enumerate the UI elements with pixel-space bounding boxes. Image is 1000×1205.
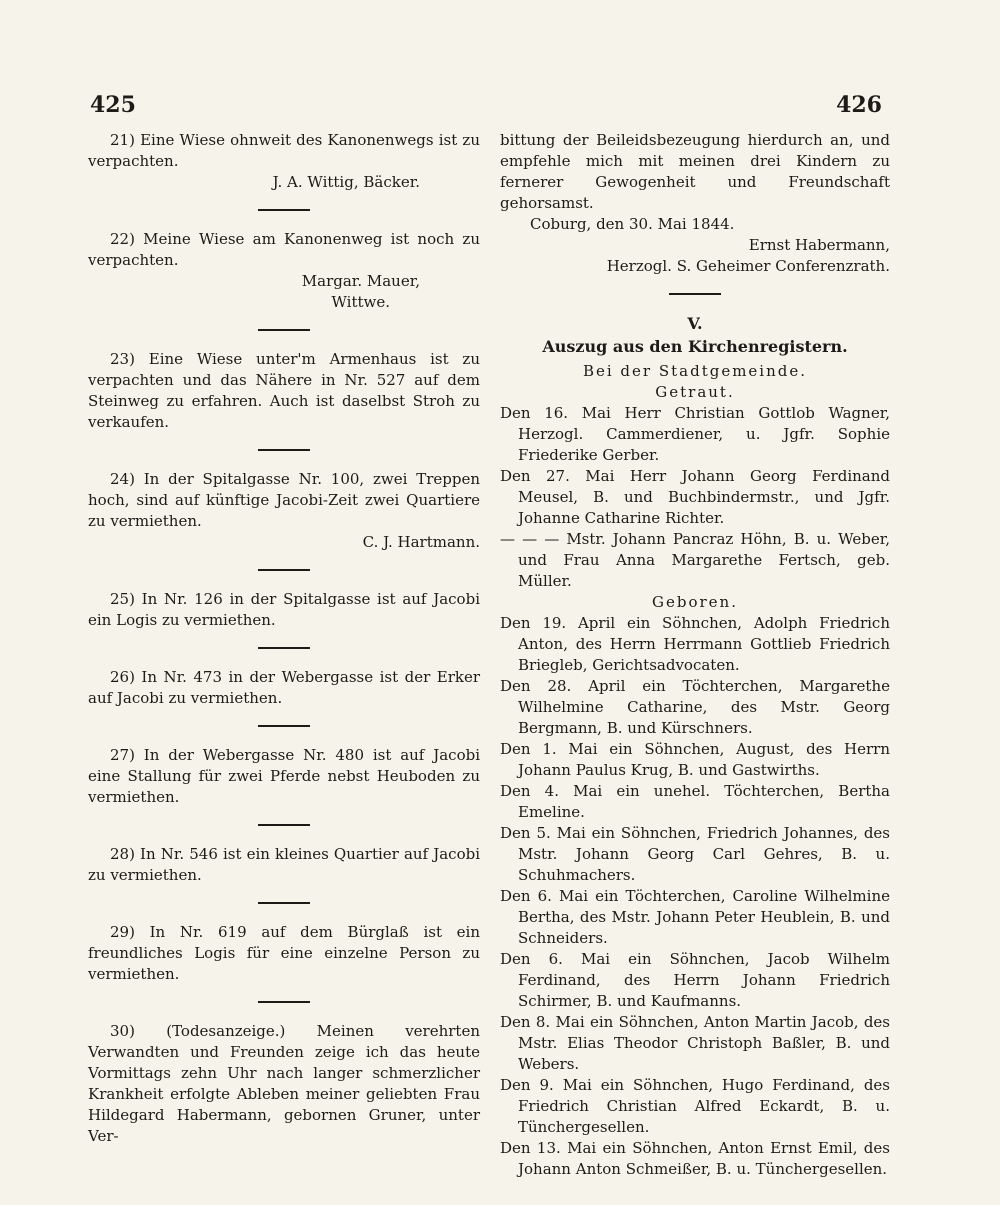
ad-text: 29) In Nr. 619 auf dem Bürglaß ist ein freundliches Logis für eine einzelne Person zu vermiethen.	[88, 923, 480, 983]
ad-text: 28) In Nr. 546 ist ein kleines Quartier auf Jacobi zu vermiethen.	[88, 845, 480, 884]
right-column	[500, 130, 890, 1180]
born-heading: Geboren.	[652, 593, 738, 611]
ad-signature-line2: Wittwe.	[331, 293, 390, 311]
separator-rule	[258, 209, 310, 211]
advertisement-26	[88, 667, 480, 709]
advertisement-27	[88, 745, 480, 808]
born-list	[500, 613, 890, 1180]
separator-rule	[258, 569, 310, 571]
page-number-left: 425	[90, 92, 136, 118]
ad-text: 24) In der Spitalgasse Nr. 100, zwei Treppen hoch, sind auf künftige Jacobi-Zeit zwei Quartiere zu vermiethen.	[88, 470, 480, 530]
separator-rule	[258, 824, 310, 826]
advertisement-24	[88, 469, 480, 553]
list-item: Den 27. Mai Herr Johann Georg Ferdinand Meusel, B. und Buchbindermstr., und Jgfr. Johanne Catharine Richter.	[500, 467, 890, 527]
list-item: Den 1. Mai ein Söhnchen, August, des Herrn Johann Paulus Krug, B. und Gastwirths.	[500, 740, 890, 779]
signer-name: Ernst Habermann,	[748, 236, 890, 254]
ad-signature: J. A. Wittig, Bäcker.	[272, 173, 420, 191]
advertisement-29	[88, 922, 480, 985]
ad-text: 21) Eine Wiese ohnweit des Kanonenwegs ist zu verpachten.	[88, 131, 480, 170]
section-title: Auszug aus den Kirchenregistern.	[542, 337, 848, 356]
separator-rule	[258, 449, 310, 451]
section-number: V.	[687, 314, 703, 333]
list-item: Den 28. April ein Töchterchen, Margarethe Wilhelmine Catharine, des Mstr. Georg Bergmann, B. und Kürschners.	[500, 677, 890, 737]
separator-rule	[258, 902, 310, 904]
dateline: Coburg, den 30. Mai 1844.	[530, 215, 735, 233]
advertisement-21	[88, 130, 480, 193]
list-item: Den 16. Mai Herr Christian Gottlob Wagner, Herzogl. Cammerdiener, u. Jgfr. Sophie Friederike Gerber.	[500, 404, 890, 464]
ad-signature: Margar. Mauer,	[301, 272, 420, 290]
death-notice-text: 30) (Todesanzeige.) Meinen verehrten Verwandten und Freunden zeige ich das heute Vormittags zehn Uhr nach langer schmerzlicher Krankheit erfolgte Ableben meiner geliebten Frau Hildegard Habermann, gebornen Gruner, unter Ver-	[88, 1022, 480, 1145]
list-item: Den 6. Mai ein Töchterchen, Caroline Wilhelmine Bertha, des Mstr. Johann Peter Heublein, B. und Schneiders.	[500, 887, 890, 947]
page-number-right: 426	[836, 92, 882, 118]
list-item: Den 5. Mai ein Söhnchen, Friedrich Johannes, des Mstr. Johann Georg Carl Gehres, B. u. Schuhmachers.	[500, 824, 890, 884]
list-item: Den 13. Mai ein Söhnchen, Anton Ernst Emil, des Johann Anton Schmeißer, B. u. Tünchergesellen.	[500, 1139, 890, 1178]
married-list	[500, 403, 890, 592]
advertisement-25	[88, 589, 480, 631]
list-item: Den 19. April ein Söhnchen, Adolph Friedrich Anton, des Herrn Herrmann Gottlieb Friedrich Briegleb, Gerichtsadvocaten.	[500, 614, 890, 674]
ad-text: 26) In Nr. 473 in der Webergasse ist der Erker auf Jacobi zu vermiethen.	[88, 668, 480, 707]
separator-rule	[258, 1001, 310, 1003]
advertisement-22	[88, 229, 480, 313]
list-item: Den 9. Mai ein Söhnchen, Hugo Ferdinand, des Friedrich Christian Alfred Eckardt, B. u. Tünchergesellen.	[500, 1076, 890, 1136]
advertisement-28	[88, 844, 480, 886]
list-item: Den 6. Mai ein Söhnchen, Jacob Wilhelm Ferdinand, des Herrn Johann Friedrich Schirmer, B. und Kaufmanns.	[500, 950, 890, 1010]
ad-text: 22) Meine Wiese am Kanonenweg ist noch zu verpachten.	[88, 230, 480, 269]
ad-text: 27) In der Webergasse Nr. 480 ist auf Jacobi eine Stallung für zwei Pferde nebst Heuboden zu vermiethen.	[88, 746, 480, 806]
ad-text: 25) In Nr. 126 in der Spitalgasse ist auf Jacobi ein Logis zu vermiethen.	[88, 590, 480, 629]
separator-rule	[669, 293, 721, 295]
death-notice	[88, 1021, 480, 1147]
death-notice-continuation: bittung der Beileidsbezeugung hierdurch an, und empfehle mich mit meinen drei Kindern zu fernerer Gewogenheit und Freundschaft gehorsamst.	[500, 131, 890, 212]
separator-rule	[258, 725, 310, 727]
subsection-title: Bei der Stadtgemeinde.	[582, 362, 808, 380]
list-item: Den 4. Mai ein unehel. Töchterchen, Bertha Emeline.	[500, 782, 890, 821]
left-column	[88, 130, 480, 1147]
ad-signature: C. J. Hartmann.	[362, 533, 480, 551]
signer-title: Herzogl. S. Geheimer Conferenzrath.	[606, 257, 890, 275]
separator-rule	[258, 329, 310, 331]
ad-text: 23) Eine Wiese unter'm Armenhaus ist zu verpachten und das Nähere in Nr. 527 auf dem Steinweg zu erfahren. Auch ist daselbst Stroh zu verkaufen.	[88, 350, 480, 431]
married-heading: Getraut.	[655, 383, 735, 401]
separator-rule	[258, 647, 310, 649]
list-item: — — — Mstr. Johann Pancraz Höhn, B. u. Weber, und Frau Anna Margarethe Fertsch, geb. Müller.	[500, 530, 890, 590]
advertisement-23	[88, 349, 480, 433]
list-item: Den 8. Mai ein Söhnchen, Anton Martin Jacob, des Mstr. Elias Theodor Christoph Baßler, B. und Webers.	[500, 1013, 890, 1073]
